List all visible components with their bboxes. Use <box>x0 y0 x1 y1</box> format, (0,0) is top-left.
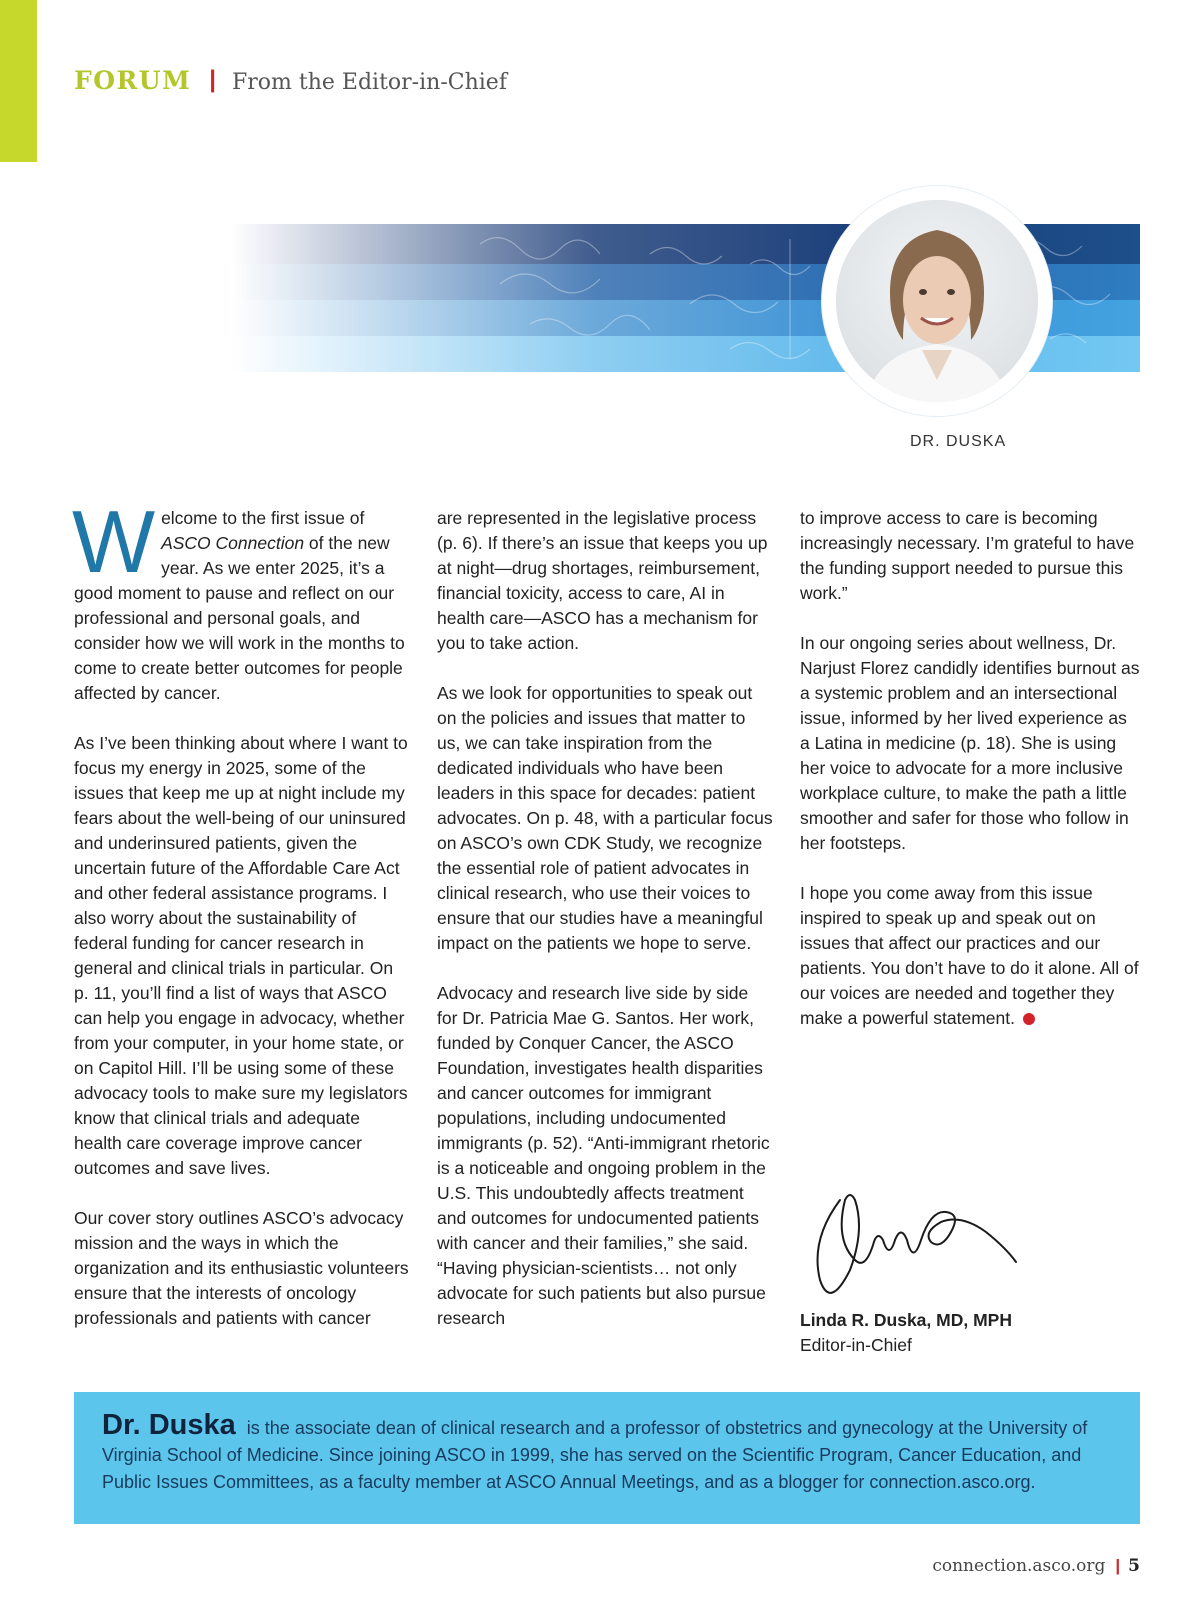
section-label: FORUM <box>74 66 192 95</box>
article-paragraph: Our cover story outlines ASCO’s advocacy mission and the ways in which the organization and its enthusiastic volunteers ensure that the interests of oncology professionals and patients with cancer <box>74 1208 409 1328</box>
handwritten-signature <box>810 1190 1060 1310</box>
article-column-3 <box>800 506 1140 1031</box>
paragraph-text: elcome to the first issue of <box>161 508 365 528</box>
article-paragraph: As we look for opportunities to speak out on the policies and issues that matter to us, we can take inspiration from the dedicated individuals who have been leaders in this space for decades: patient advocates. On p. 48, with a particular focus on ASCO’s own CDK Study, we recognize the essential role of patient advocates in clinical research, who use their voices to ensure that our studies have a meaningful impact on the patients we hope to serve. <box>437 683 773 953</box>
section-subtitle: From the Editor-in-Chief <box>232 70 507 95</box>
signature-title: Editor-in-Chief <box>800 1335 912 1355</box>
paragraph-text: of the new year. As we enter 2025, it’s a good moment to pause and reflect on our professional and personal goals, and consider how we will work in the months to come to create better outcomes for people affected by cancer. <box>74 533 405 703</box>
accent-side-bar <box>0 0 37 162</box>
bio-text: is the associate dean of clinical research and a professor of obstetrics and gynecology at the University of Virginia School of Medicine. Since joining ASCO in 1999, she has served on the Scientific Program, Cancer Education, and Public Issues Committees, as a faculty member at ASCO Annual Meetings, and as a blogger for connection.asco.org. <box>102 1418 1088 1492</box>
article-column-1 <box>72 492 410 1331</box>
signature-name: Linda R. Duska, MD, MPH <box>800 1310 1012 1330</box>
page-footer <box>932 1556 1140 1576</box>
article-column-2 <box>437 506 773 1331</box>
portrait-photo <box>836 200 1038 402</box>
photo-caption: DR. DUSKA <box>910 433 1007 450</box>
article-paragraph <box>72 492 410 706</box>
end-mark-icon <box>1023 1013 1035 1025</box>
bio-name: Dr. Duska <box>102 1409 236 1441</box>
footer-site: connection.asco.org <box>932 1556 1106 1576</box>
article-paragraph: As I’ve been thinking about where I want to focus my energy in 2025, some of the issues that keep me up at night include my fears about the well-being of our uninsured and underinsured patients, given the uncertain future of the Affordable Care Act and other federal assistance programs. I also worry about the sustainability of federal funding for cancer research in general and clinical trials in particular. On p. 11, you’ll find a list of ways that ASCO can help you engage in advocacy, whether from your computer, in your home state, or on Capitol Hill. I’ll be using some of these advocacy tools to make sure my legislators know that clinical trials and adequate health care coverage improve cancer outcomes and save lives. <box>74 733 408 1178</box>
page-header <box>74 66 507 96</box>
header-divider: | <box>209 66 216 93</box>
paragraph-text: I hope you come away from this issue inspired to speak up and speak out on issues that affect our practices and our patients. You don’t have to do it alone. All of our voices are needed and together they make a powerful statement. <box>800 883 1139 1028</box>
drop-cap: W <box>72 492 156 591</box>
article-paragraph: to improve access to care is becoming increasingly necessary. I’m grateful to have the funding support needed to pursue this work.” <box>800 508 1135 603</box>
article-paragraph: In our ongoing series about wellness, Dr. Narjust Florez candidly identifies burnout as a systemic problem and an intersectional issue, informed by her lived experience as a Latina in medicine (p. 18). She is using her voice to advocate for a more inclusive workplace culture, to make the path a little smoother and safer for those who follow in her footsteps. <box>800 633 1140 853</box>
article-paragraph: are represented in the legislative process (p. 6). If there’s an issue that keeps you up at night—drug shortages, reimbursement, financial toxicity, access to care, AI in health care—ASCO has a mechanism for you to take action. <box>437 508 768 653</box>
publication-title: ASCO Connection <box>161 533 305 553</box>
author-bio-box <box>74 1392 1140 1524</box>
footer-divider: | <box>1115 1556 1121 1575</box>
article-paragraph: Advocacy and research live side by side for Dr. Patricia Mae G. Santos. Her work, funded by Conquer Cancer, the ASCO Foundation, investigates health disparities and cancer outcomes for immigrant populations, including undocumented immigrants (p. 52). “Anti-immigrant rhetoric is a noticeable and ongoing problem in the U.S. This undoubtedly affects treatment and outcomes for undocumented patients with cancer and their families,” she said. “Having physician-scientists… not only advocate for such patients but also pursue research <box>437 983 770 1328</box>
article-paragraph <box>800 881 1140 1031</box>
page-number: 5 <box>1128 1556 1140 1576</box>
